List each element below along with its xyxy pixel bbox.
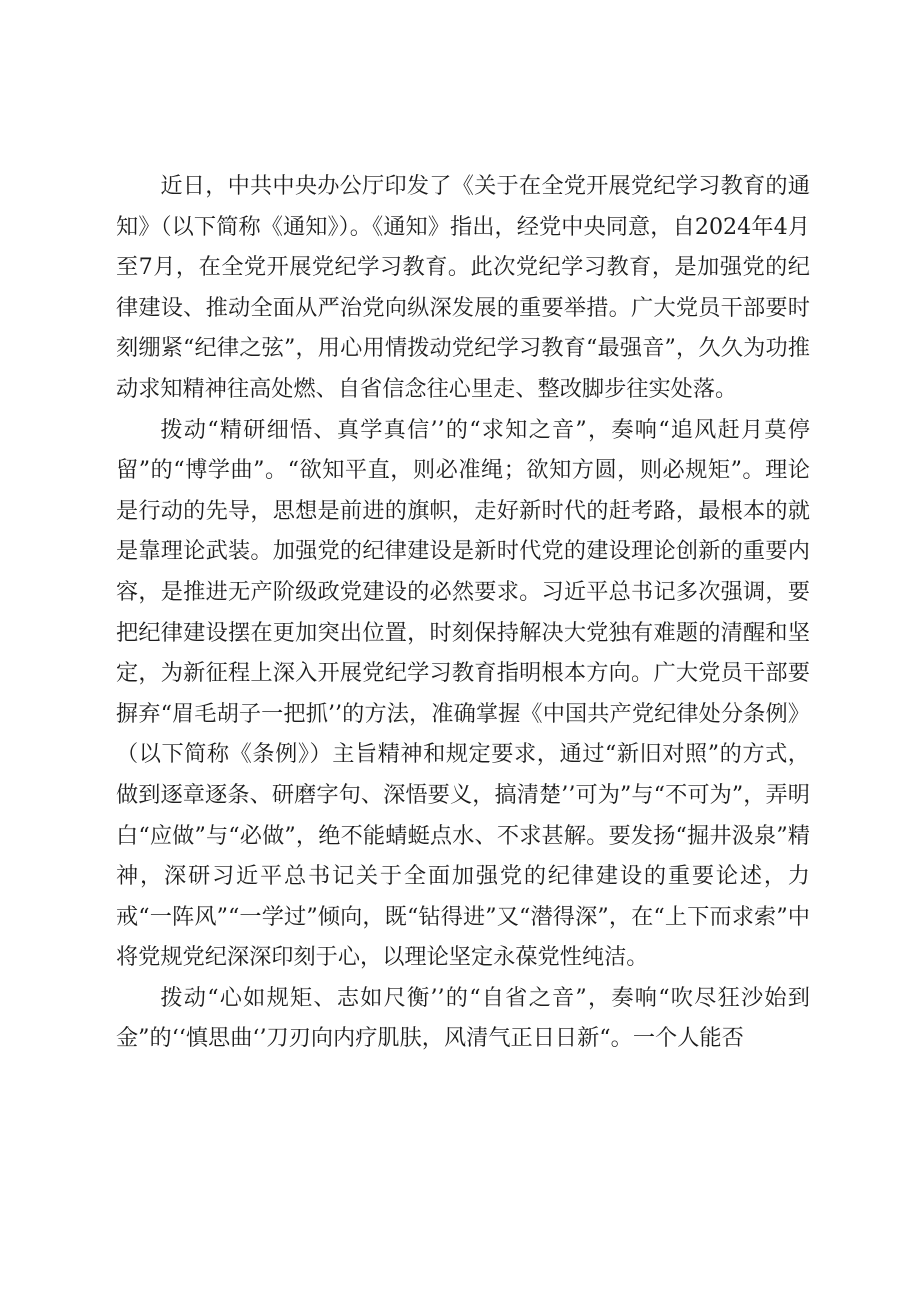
paragraph-reflection: 拨动“心如规矩、志如尺衡’’的“自省之音”，奏响“吹尽狂沙始到金”的‘‘慎思曲‘’刀刃向内疗肌肤，风清气正日日新“。一个人能否 [116, 984, 810, 1052]
paragraph-intro: 近日，中共中央办公厅印发了《关于在全党开展党纪学习教育的通知》（以下简称《通知》）。《通知》指出，经党中央同意，自2024年4月至7月，在全党开展党纪学习教育。此次党纪学习教育，是加强党的纪律建设、推动全面从严治党向纵深发展的重要举措。广大党员干部要时刻绷紧“纪律之弦”，用心用情拨动党纪学习教育“最强音”，久久为功推动求知精神往高处燃、自省信念往心里走、整改脚步往实处落。 [116, 173, 810, 402]
document-body [116, 166, 810, 1059]
paragraph-study: 拨动“精研细悟、真学真信’’的“求知之音”，奏响“追风赶月莫停留”的“博学曲”。“欲知平直，则必准绳；欲知方圆，则必规矩”。理论是行动的先导，思想是前进的旗帜，走好新时代的赶考路，最根本的就是靠理论武装。加强党的纪律建设是新时代党的建设理论创新的重要内容，是推进无产阶级政党建设的必然要求。习近平总书记多次强调，要把纪律建设摆在更加突出位置，时刻保持解决大党独有难题的清醒和坚定，为新征程上深入开展党纪学习教育指明根本方向。广大党员干部要摒弃“眉毛胡子一把抓’’的方法，准确掌握《中国共产党纪律处分条例》（以下简称《条例》）主旨精神和规定要求，通过“新旧对照”的方式，做到逐章逐条、研磨字句、深悟要义，搞清楚’’可为”与“不可为”，弄明白“应做”与“必做”，绝不能蜻蜓点水、不求甚解。要发扬“掘井汲泉”精神，深研习近平总书记关于全面加强党的纪律建设的重要论述，力戒“一阵风”“一学过”倾向，既“钻得进”又“潜得深”，在“上下而求索”中将党规党纪深深印刻于心，以理论坚定永葆党性纯洁。 [116, 416, 810, 971]
